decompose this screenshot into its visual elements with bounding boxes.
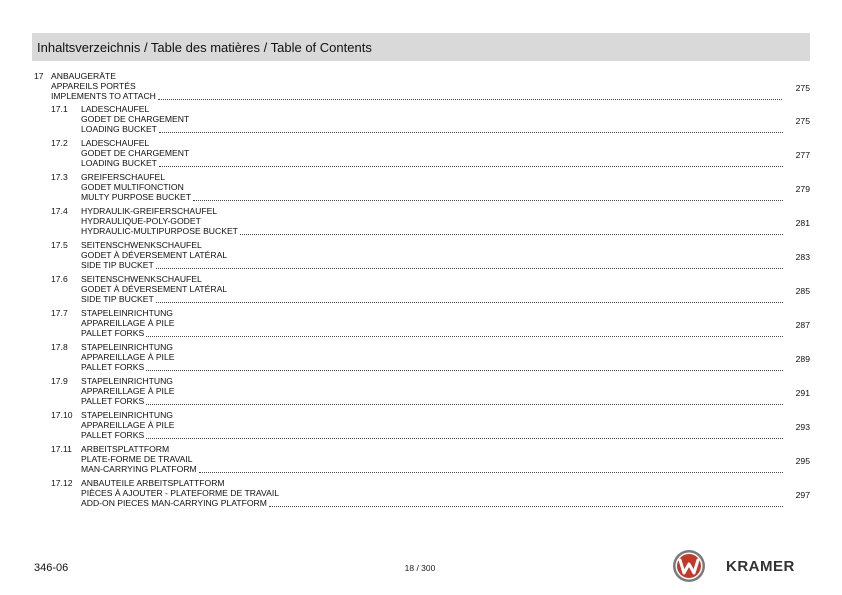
dot-leader xyxy=(193,199,783,201)
toc-entry[interactable] xyxy=(34,411,810,445)
dot-leader xyxy=(146,437,783,439)
section-number: 17.11 xyxy=(51,444,72,454)
toc-entry[interactable] xyxy=(34,105,810,139)
section-number: 17.2 xyxy=(51,138,68,148)
section-title-en-row xyxy=(81,397,785,407)
dot-leader xyxy=(159,131,783,133)
section-title-en: ADD-ON PIECES MAN-CARRYING PLATFORM xyxy=(81,497,267,508)
section-title-fr: HYDRAULIQUE-POLY-GODET xyxy=(81,215,201,226)
toc-entry[interactable] xyxy=(34,139,810,173)
section-title-fr: GODET MULTIFONCTION xyxy=(81,181,184,192)
section-page-number: 279 xyxy=(795,184,810,194)
page-title: Inhaltsverzeichnis / Table des matières / Table of Contents xyxy=(37,40,372,55)
header-bar xyxy=(32,33,810,61)
section-title-en-row xyxy=(81,465,785,475)
section-title-de: ANBAUTEILE ARBEITSPLATTFORM xyxy=(81,478,225,488)
section-title-en: PALLET FORKS xyxy=(81,327,145,338)
section-title-en: PALLET FORKS xyxy=(81,361,145,372)
section-title-de: LADESCHAUFEL xyxy=(81,104,150,114)
section-title-fr: GODET DE CHARGEMENT xyxy=(81,147,190,158)
section-title-en: MULTY PURPOSE BUCKET xyxy=(81,191,191,202)
section-number: 17.10 xyxy=(51,410,73,420)
section-title-en-row xyxy=(81,295,785,305)
section-title-fr: PLATE-FORME DE TRAVAIL xyxy=(81,453,193,464)
section-number: 17.7 xyxy=(51,308,68,318)
section-title-en: MAN-CARRYING PLATFORM xyxy=(81,463,197,474)
section-title-fr: GODET À DÉVERSEMENT LATÉRAL xyxy=(81,249,228,260)
section-page-number: 275 xyxy=(795,116,810,126)
dot-leader xyxy=(146,369,783,371)
toc-entry[interactable] xyxy=(34,377,810,411)
dot-leader xyxy=(156,301,783,303)
section-title-en-row xyxy=(81,159,785,169)
section-title-fr: APPAREILLAGE À PILE xyxy=(81,317,175,328)
chapter-number: 17 xyxy=(34,71,44,81)
section-page-number: 297 xyxy=(795,490,810,500)
section-title-en-row xyxy=(81,329,785,339)
section-title-fr: GODET À DÉVERSEMENT LATÉRAL xyxy=(81,283,228,294)
section-page-number: 283 xyxy=(795,252,810,262)
section-title-en: LOADING BUCKET xyxy=(81,157,157,168)
section-title-de: STAPELEINRICHTUNG xyxy=(81,308,173,318)
chapter-title-en-row xyxy=(51,92,784,102)
section-title-en: HYDRAULIC-MULTIPURPOSE BUCKET xyxy=(81,225,238,236)
section-title-en-row xyxy=(81,431,785,441)
section-title-fr: APPAREILLAGE À PILE xyxy=(81,419,175,430)
section-number: 17.4 xyxy=(51,206,68,216)
section-title-en-row xyxy=(81,125,785,135)
chapter-title-en: IMPLEMENTS TO ATTACH xyxy=(51,90,156,101)
section-page-number: 287 xyxy=(795,320,810,330)
toc-entries xyxy=(34,105,810,513)
section-title-en: LOADING BUCKET xyxy=(81,123,157,134)
toc-entry[interactable] xyxy=(34,173,810,207)
toc-entry[interactable] xyxy=(34,479,810,513)
section-title-de: HYDRAULIK-GREIFERSCHAUFEL xyxy=(81,206,218,216)
section-title-de: SEITENSCHWENKSCHAUFEL xyxy=(81,274,202,284)
page-indicator: 18 / 300 xyxy=(404,563,436,573)
section-title-de: SEITENSCHWENKSCHAUFEL xyxy=(81,240,202,250)
dot-leader xyxy=(269,505,783,507)
section-title-de: GREIFERSCHAUFEL xyxy=(81,172,166,182)
document-code: 346-06 xyxy=(34,562,69,574)
section-title-de: STAPELEINRICHTUNG xyxy=(81,342,173,352)
toc-entry[interactable] xyxy=(34,309,810,343)
toc-entry[interactable] xyxy=(34,241,810,275)
section-title-en-row xyxy=(81,227,785,237)
section-title-de: LADESCHAUFEL xyxy=(81,138,150,148)
section-page-number: 293 xyxy=(795,422,810,432)
section-page-number: 277 xyxy=(795,150,810,160)
dot-leader xyxy=(199,471,783,473)
dot-leader xyxy=(146,403,783,405)
toc-entry[interactable] xyxy=(34,207,810,241)
table-of-contents xyxy=(34,72,810,513)
dot-leader xyxy=(146,335,783,337)
section-title-en-row xyxy=(81,261,785,271)
section-number: 17.5 xyxy=(51,240,68,250)
toc-entry[interactable] xyxy=(34,275,810,309)
toc-entry[interactable] xyxy=(34,343,810,377)
section-title-en-row xyxy=(81,193,785,203)
section-number: 17.9 xyxy=(51,376,68,386)
section-title-en: PALLET FORKS xyxy=(81,395,145,406)
dot-leader xyxy=(156,267,783,269)
section-title-fr: GODET DE CHARGEMENT xyxy=(81,113,190,124)
section-number: 17.8 xyxy=(51,342,68,352)
section-title-en: SIDE TIP BUCKET xyxy=(81,259,154,270)
section-title-en-row xyxy=(81,499,785,509)
section-page-number: 285 xyxy=(795,286,810,296)
section-title-de: STAPELEINRICHTUNG xyxy=(81,410,173,420)
dot-leader xyxy=(240,233,783,235)
kramer-w-logo-icon xyxy=(672,549,706,583)
section-title-en-row xyxy=(81,363,785,373)
section-page-number: 281 xyxy=(795,218,810,228)
brand-name: KRAMER xyxy=(726,558,795,575)
section-page-number: 295 xyxy=(795,456,810,466)
section-number: 17.12 xyxy=(51,478,73,488)
section-title-de: STAPELEINRICHTUNG xyxy=(81,376,173,386)
section-title-en: SIDE TIP BUCKET xyxy=(81,293,154,304)
section-title-fr: PIÈCES À AJOUTER - PLATEFORME DE TRAVAIL xyxy=(81,487,280,498)
chapter-title-de: ANBAUGERÄTE xyxy=(51,71,116,81)
chapter-page-number: 275 xyxy=(795,83,810,93)
toc-chapter[interactable] xyxy=(34,72,810,105)
section-title-en: PALLET FORKS xyxy=(81,429,145,440)
dot-leader xyxy=(158,98,782,100)
section-title-fr: APPAREILLAGE À PILE xyxy=(81,351,175,362)
section-number: 17.6 xyxy=(51,274,68,284)
section-title-de: ARBEITSPLATTFORM xyxy=(81,444,170,454)
section-number: 17.1 xyxy=(51,104,68,114)
section-title-fr: APPAREILLAGE À PILE xyxy=(81,385,175,396)
toc-entry[interactable] xyxy=(34,445,810,479)
section-page-number: 291 xyxy=(795,388,810,398)
section-number: 17.3 xyxy=(51,172,68,182)
section-page-number: 289 xyxy=(795,354,810,364)
dot-leader xyxy=(159,165,783,167)
chapter-title-fr: APPAREILS PORTÉS xyxy=(51,80,136,91)
